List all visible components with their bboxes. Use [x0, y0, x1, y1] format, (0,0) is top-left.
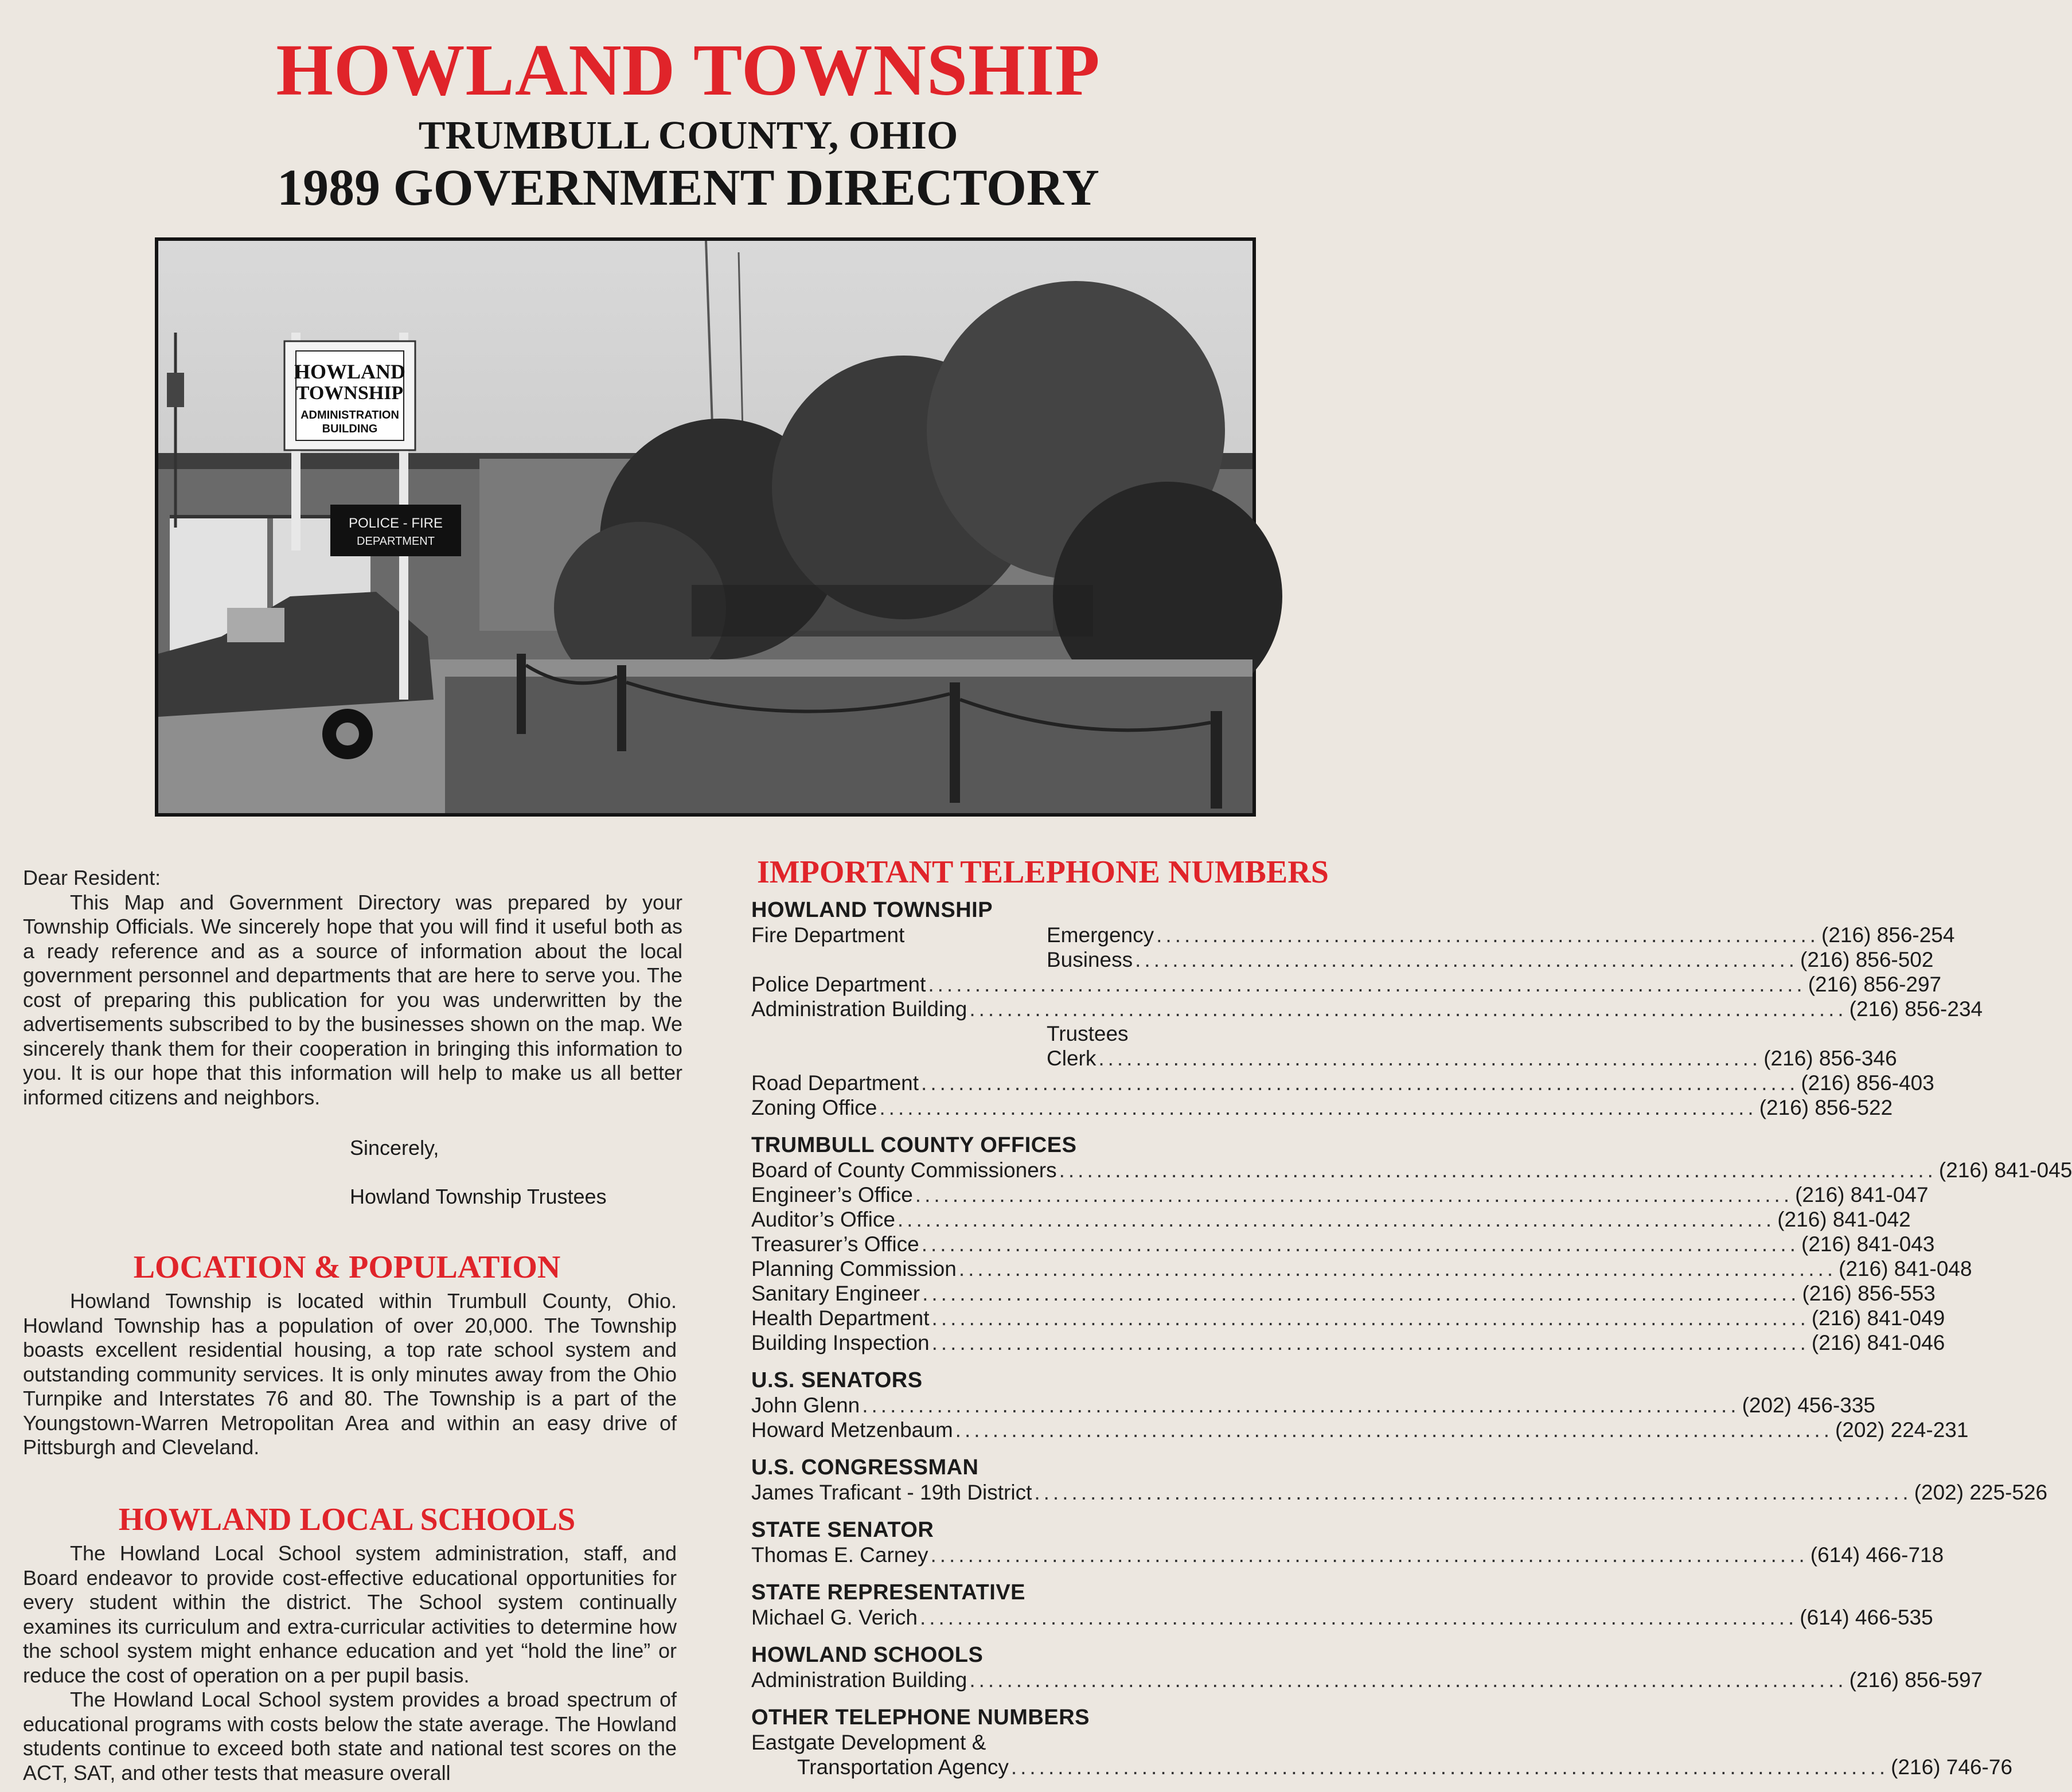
- schools-paragraph-2: The Howland Local School system provides a broad spectrum of educational programs with costs below the state average. The Howland students continue to exceed both state and national test scores on the ACT, SAT, and other tests that measure overall: [23, 1688, 677, 1785]
- list-item: Sanitary Engineer .............................................................................................. (216) 856-553: [751, 1282, 1936, 1305]
- list-item: Auditor’s Office .............................................................................................. (216) 841-042: [751, 1208, 1911, 1231]
- entry-label: Auditor’s Office: [751, 1208, 895, 1231]
- emergency-number: (216) 856-254: [1821, 923, 1955, 947]
- road-number: (216) 856-403: [1801, 1071, 1934, 1095]
- clerk-row: Clerk ....................................................................... (216) 856-346: [1047, 1047, 1897, 1070]
- list-item: Treasurer’s Office .............................................................................................. (216) 841-043: [751, 1232, 1935, 1256]
- entry-label: Howard Metzenbaum: [751, 1418, 953, 1442]
- entry-number: (216) 841-043: [1801, 1232, 1935, 1256]
- page-title: HOWLAND TOWNSHIP: [276, 29, 1101, 111]
- entry-number: (216) 841-049: [1811, 1306, 1945, 1330]
- trustees-row: [751, 1021, 1376, 1046]
- group-us-senators: [751, 1368, 1969, 1442]
- group-heading: U.S. SENATORS: [751, 1368, 923, 1392]
- phone-directory: [751, 897, 2072, 1792]
- directory-heading: 1989 GOVERNMENT DIRECTORY: [277, 159, 1099, 216]
- entry-label: Administration Building: [751, 1668, 967, 1692]
- police-number: (216) 856-297: [1808, 973, 1942, 996]
- location-paragraph: Howland Township is located within Trumbull County, Ohio. Howland Township has a population of over 20,000. The Township boasts excellent residential housing, a top rate school system and outstanding community services. It is only minutes away from the Ohio Turnpike and Interstates 76 and 80. The Township is a part of the Youngstown-Warren Metropolitan Area and within an easy drive of Pittsburgh and Cleveland.: [23, 1289, 677, 1459]
- entry-number: (216) 841-046: [1811, 1331, 1945, 1354]
- road-label: Road Department: [751, 1071, 919, 1095]
- clerk-label: Clerk: [1047, 1047, 1097, 1070]
- sign2-text-1: POLICE - FIRE: [348, 516, 443, 531]
- resident-letter: [23, 866, 682, 1110]
- entry-label: Health Department: [751, 1306, 930, 1330]
- group-other-numbers: [751, 1705, 2013, 1779]
- entry-number: (216) 746-76: [1891, 1755, 2013, 1779]
- building-photo: [155, 237, 1256, 817]
- leader-dots: .......................................................................: [1156, 923, 1820, 947]
- entry-label: Eastgate Development &: [751, 1731, 986, 1754]
- entry-number: (216) 856-597: [1849, 1668, 1983, 1692]
- list-item: Howard Metzenbaum .............................................................................................. (202) 224-231: [751, 1418, 1969, 1442]
- admin-number: (216) 856-234: [1849, 997, 1983, 1021]
- group-howland-schools: [751, 1642, 1983, 1692]
- entry-number: (216) 841-045: [1938, 1158, 2072, 1182]
- sign-text-4: BUILDING: [322, 423, 378, 435]
- entry-label: James Traficant - 19th District: [751, 1481, 1032, 1504]
- entry-label: Thomas E. Carney: [751, 1543, 928, 1567]
- letter-body: This Map and Government Directory was prepared by your Township Officials. We sincerely hope that you will find it useful both as a ready reference and as a source of information about the local government personnel and departments that are here to serve you. The cost of preparing this publication for you was underwritten by the advertisements subscribed to by the businesses shown on the map. We sincerely thank them for their cooperation in bringing this information to you. It is our hope that this information will help to make us all better informed citizens and neighbors.: [23, 890, 682, 1109]
- admin-row: Administration Building .............................................................................................. (216) 856-234: [751, 997, 1983, 1021]
- group-heading: TRUMBULL COUNTY OFFICES: [751, 1133, 1077, 1157]
- group-heading: OTHER TELEPHONE NUMBERS: [751, 1705, 1090, 1729]
- police-row: Police Department .............................................................................................. (216) 856-297: [751, 973, 1942, 996]
- group-heading: STATE REPRESENTATIVE: [751, 1580, 1026, 1604]
- zoning-row: Zoning Office .............................................................................................. (216) 856-522: [751, 1096, 1893, 1119]
- page-subtitle: TRUMBULL COUNTY, OHIO: [418, 114, 958, 158]
- fire-department-label: Fire Department: [751, 923, 905, 947]
- fire-department-row: [751, 923, 1955, 947]
- sign2-text-2: DEPARTMENT: [357, 535, 435, 548]
- schools-heading: HOWLAND LOCAL SCHOOLS: [118, 1502, 576, 1537]
- entry-label: Planning Commission: [751, 1257, 957, 1280]
- entry-label: Michael G. Verich: [751, 1606, 918, 1629]
- sign-text-1: HOWLAND: [294, 360, 406, 383]
- entry-label: Sanitary Engineer: [751, 1282, 920, 1305]
- list-item: [751, 1730, 1376, 1755]
- group-heading: HOWLAND SCHOOLS: [751, 1643, 984, 1667]
- entry-number: (202) 225-526: [1914, 1481, 2048, 1504]
- entry-label: Engineer’s Office: [751, 1183, 913, 1207]
- admin-label: Administration Building: [751, 997, 967, 1021]
- group-us-congressman: [751, 1455, 2048, 1505]
- list-item: Thomas E. Carney .............................................................................................. (614) 466-718: [751, 1543, 1944, 1567]
- emergency-label: Emergency: [1047, 923, 1154, 947]
- list-item: Board of County Commissioners .............................................................................................. (216) 841-045: [751, 1158, 2072, 1182]
- sign-text-3: ADMINISTRATION: [301, 409, 399, 421]
- entry-number: (216) 841-048: [1839, 1257, 1972, 1280]
- location-heading: LOCATION & POPULATION: [133, 1250, 561, 1285]
- police-label: Police Department: [751, 973, 926, 996]
- list-item: John Glenn .............................................................................................. (202) 456-335: [751, 1393, 1876, 1417]
- list-item: Administration Building .............................................................................................. (216) 856-597: [751, 1668, 1983, 1692]
- trustees-label: Trustees: [1047, 1022, 1129, 1045]
- entry-label: Board of County Commissioners: [751, 1158, 1057, 1182]
- zoning-label: Zoning Office: [751, 1096, 877, 1119]
- list-item: James Traficant - 19th District .............................................................................................. (202) 225-526: [751, 1481, 2048, 1504]
- list-item: Engineer’s Office .............................................................................................. (216) 841-047: [751, 1183, 1929, 1207]
- list-item: Planning Commission .............................................................................................. (216) 841-048: [751, 1257, 1972, 1280]
- schools-paragraph-1: The Howland Local School system administration, staff, and Board endeavor to provide cost-effective educational opportunities for every student within the district. The School system continually examines its curriculum and extra-curricular activities to determine how the school system might enhance education and yet “hold the line” or reduce the cost of operation on a per pupil basis.: [23, 1541, 677, 1687]
- clerk-number: (216) 856-346: [1763, 1047, 1897, 1070]
- entry-number: (614) 466-535: [1800, 1606, 1933, 1629]
- entry-label: Transportation Agency: [797, 1755, 1009, 1779]
- group-heading: U.S. CONGRESSMAN: [751, 1455, 979, 1479]
- group-state-senator: [751, 1517, 1944, 1567]
- business-label: Business: [1047, 948, 1133, 971]
- business-number: (216) 856-502: [1800, 948, 1934, 971]
- list-item: Health Department .............................................................................................. (216) 841-049: [751, 1306, 1945, 1330]
- entry-number: (202) 456-335: [1742, 1393, 1876, 1417]
- list-item: Transportation Agency .............................................................................................. (216) 746-76: [797, 1755, 2013, 1779]
- zoning-number: (216) 856-522: [1759, 1096, 1893, 1119]
- entry-number: (202) 224-231: [1835, 1418, 1969, 1442]
- entry-label: Building Inspection: [751, 1331, 930, 1354]
- list-item: Building Inspection .............................................................................................. (216) 841-046: [751, 1331, 1945, 1354]
- entry-number: (216) 856-553: [1802, 1282, 1936, 1305]
- group-state-representative: [751, 1580, 1933, 1630]
- group-heading: STATE SENATOR: [751, 1518, 934, 1542]
- sign-text-2: TOWNSHIP: [296, 382, 404, 404]
- letter-closing: Sincerely,: [350, 1136, 439, 1159]
- letter-signature: Howland Township Trustees: [350, 1185, 607, 1208]
- group-howland-township: [751, 897, 1983, 1120]
- entry-number: (216) 841-047: [1795, 1183, 1929, 1207]
- group-heading: HOWLAND TOWNSHIP: [751, 898, 993, 922]
- list-item: Michael G. Verich .............................................................................................. (614) 466-535: [751, 1606, 1933, 1629]
- location-text: [23, 1289, 677, 1460]
- entry-label: Treasurer’s Office: [751, 1232, 919, 1256]
- phone-directory-heading: IMPORTANT TELEPHONE NUMBERS: [757, 854, 1329, 890]
- business-row: Business ....................................................................... (216) 856-502: [1047, 948, 1934, 971]
- schools-text: [23, 1541, 677, 1785]
- road-row: Road Department .............................................................................................. (216) 856-403: [751, 1071, 1934, 1095]
- group-county-offices: [751, 1133, 2072, 1355]
- entry-number: (614) 466-718: [1810, 1543, 1944, 1567]
- entry-number: (216) 841-042: [1777, 1208, 1911, 1231]
- letter-greeting: Dear Resident:: [23, 866, 161, 889]
- entry-label: John Glenn: [751, 1393, 860, 1417]
